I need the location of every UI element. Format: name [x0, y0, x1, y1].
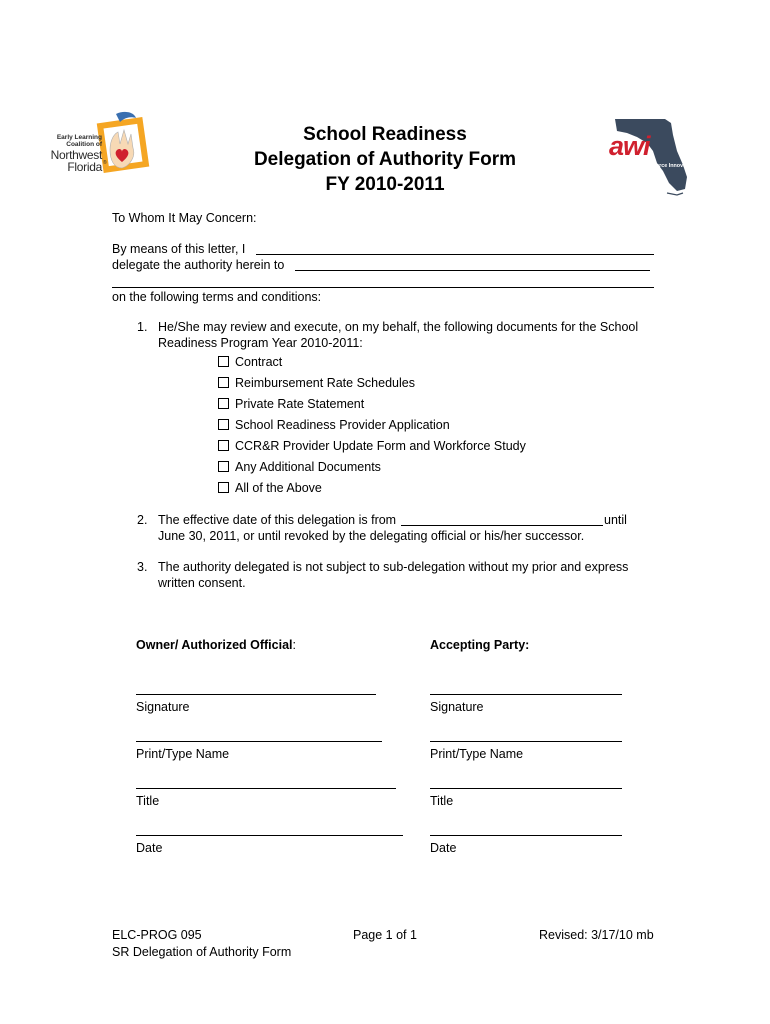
checkbox-box[interactable]	[218, 440, 229, 451]
owner-date-line[interactable]	[136, 835, 403, 836]
checkbox-item-private-rate[interactable]	[218, 396, 364, 412]
delegate-extra-line[interactable]	[112, 287, 654, 288]
checkbox-item-ccrr-update[interactable]	[218, 438, 526, 454]
elc-logo-line2: Coalition of	[66, 141, 102, 148]
checkbox-label: Contract	[235, 355, 283, 369]
item-2-line-2: June 30, 2011, or until revoked by the delegating official or his/her successor.	[158, 529, 585, 543]
owner-header	[136, 637, 296, 653]
checkbox-label: Private Rate Statement	[235, 397, 365, 411]
checkbox-item-additional-docs[interactable]	[218, 459, 381, 475]
owner-header-text: Owner/ Authorized Official	[136, 638, 293, 652]
by-means-label: By means of this letter, I	[112, 242, 246, 256]
accepting-party-header: Accepting Party:	[430, 638, 530, 652]
checkbox-box[interactable]	[218, 356, 229, 367]
accepting-signature-label: Signature	[430, 700, 484, 714]
accepting-signature-line[interactable]	[430, 694, 622, 695]
item-2-line-1b: until	[604, 513, 627, 527]
item-1-number: 1.	[137, 320, 148, 334]
title-line-3: FY 2010-2011	[325, 174, 445, 195]
elc-logo-mark: ®	[103, 160, 107, 166]
salutation: To Whom It May Concern:	[112, 211, 257, 225]
accepting-date-label: Date	[430, 841, 457, 855]
checkbox-label: Reimbursement Rate Schedules	[235, 376, 415, 390]
title-line-1: School Readiness	[303, 124, 467, 145]
item-3-number: 3.	[137, 560, 148, 574]
owner-date-label: Date	[136, 841, 163, 855]
checkbox-item-contract[interactable]	[218, 354, 282, 370]
item-3-line-2: written consent.	[158, 576, 246, 590]
title-line-2: Delegation of Authority Form	[253, 149, 517, 170]
owner-signature-label: Signature	[136, 700, 190, 714]
checkbox-item-reimbursement[interactable]	[218, 375, 415, 391]
owner-name-line[interactable]	[136, 741, 382, 742]
accepting-name-label: Print/Type Name	[430, 747, 524, 761]
item-3-line-1: The authority delegated is not subject to sub-delegation without my prior and express	[158, 560, 629, 574]
accepting-date-line[interactable]	[430, 835, 622, 836]
checkbox-label: School Readiness Provider Application	[235, 418, 450, 432]
checkbox-box[interactable]	[218, 482, 229, 493]
delegate-name-line[interactable]	[295, 270, 650, 271]
checkbox-box[interactable]	[218, 377, 229, 388]
owner-name-label: Print/Type Name	[136, 747, 230, 761]
owner-title-label: Title	[136, 794, 160, 808]
item-1-line-1: He/She may review and execute, on my behalf, the following documents for the School	[158, 320, 639, 334]
accepting-title-label: Title	[430, 794, 454, 808]
footer-form-code: ELC-PROG 095	[112, 928, 202, 942]
item-2-line-1a: The effective date of this delegation is from	[158, 513, 397, 527]
item-2-number: 2.	[137, 513, 148, 527]
checkbox-box[interactable]	[218, 419, 229, 430]
owner-signature-line[interactable]	[136, 694, 376, 695]
elc-logo-line4: Florida	[67, 160, 102, 174]
owner-title-line[interactable]	[136, 788, 396, 789]
awi-brand: awi	[609, 131, 650, 161]
checkbox-box[interactable]	[218, 398, 229, 409]
footer-form-name: SR Delegation of Authority Form	[112, 945, 292, 959]
checkbox-label: CCR&R Provider Update Form and Workforce Study	[235, 439, 526, 453]
item-1-line-2: Readiness Program Year 2010-2011:	[158, 336, 363, 350]
checkbox-label: All of the Above	[235, 481, 322, 495]
elc-logo-line1: Early Learning	[56, 134, 102, 141]
awi-logo	[607, 113, 697, 197]
terms-label: on the following terms and conditions:	[112, 290, 322, 304]
delegate-label: delegate the authority herein to	[112, 258, 285, 272]
form-title	[230, 122, 540, 197]
checkbox-box[interactable]	[218, 461, 229, 472]
footer-page-number: Page 1 of 1	[353, 928, 417, 942]
accepting-name-line[interactable]	[430, 741, 622, 742]
delegator-name-line[interactable]	[256, 254, 654, 255]
checkbox-item-all[interactable]	[218, 480, 322, 496]
checkbox-item-provider-application[interactable]	[218, 417, 450, 433]
effective-date-line[interactable]	[401, 525, 603, 526]
owner-header-colon: :	[292, 638, 296, 652]
elc-logo	[38, 110, 156, 186]
accepting-title-line[interactable]	[430, 788, 622, 789]
elc-logo-line3: Northwest	[50, 148, 102, 162]
awi-tagline: Agency for Workforce Innovation	[611, 163, 696, 169]
checkbox-label: Any Additional Documents	[235, 460, 381, 474]
footer-revised: Revised: 3/17/10 mb	[539, 928, 654, 942]
